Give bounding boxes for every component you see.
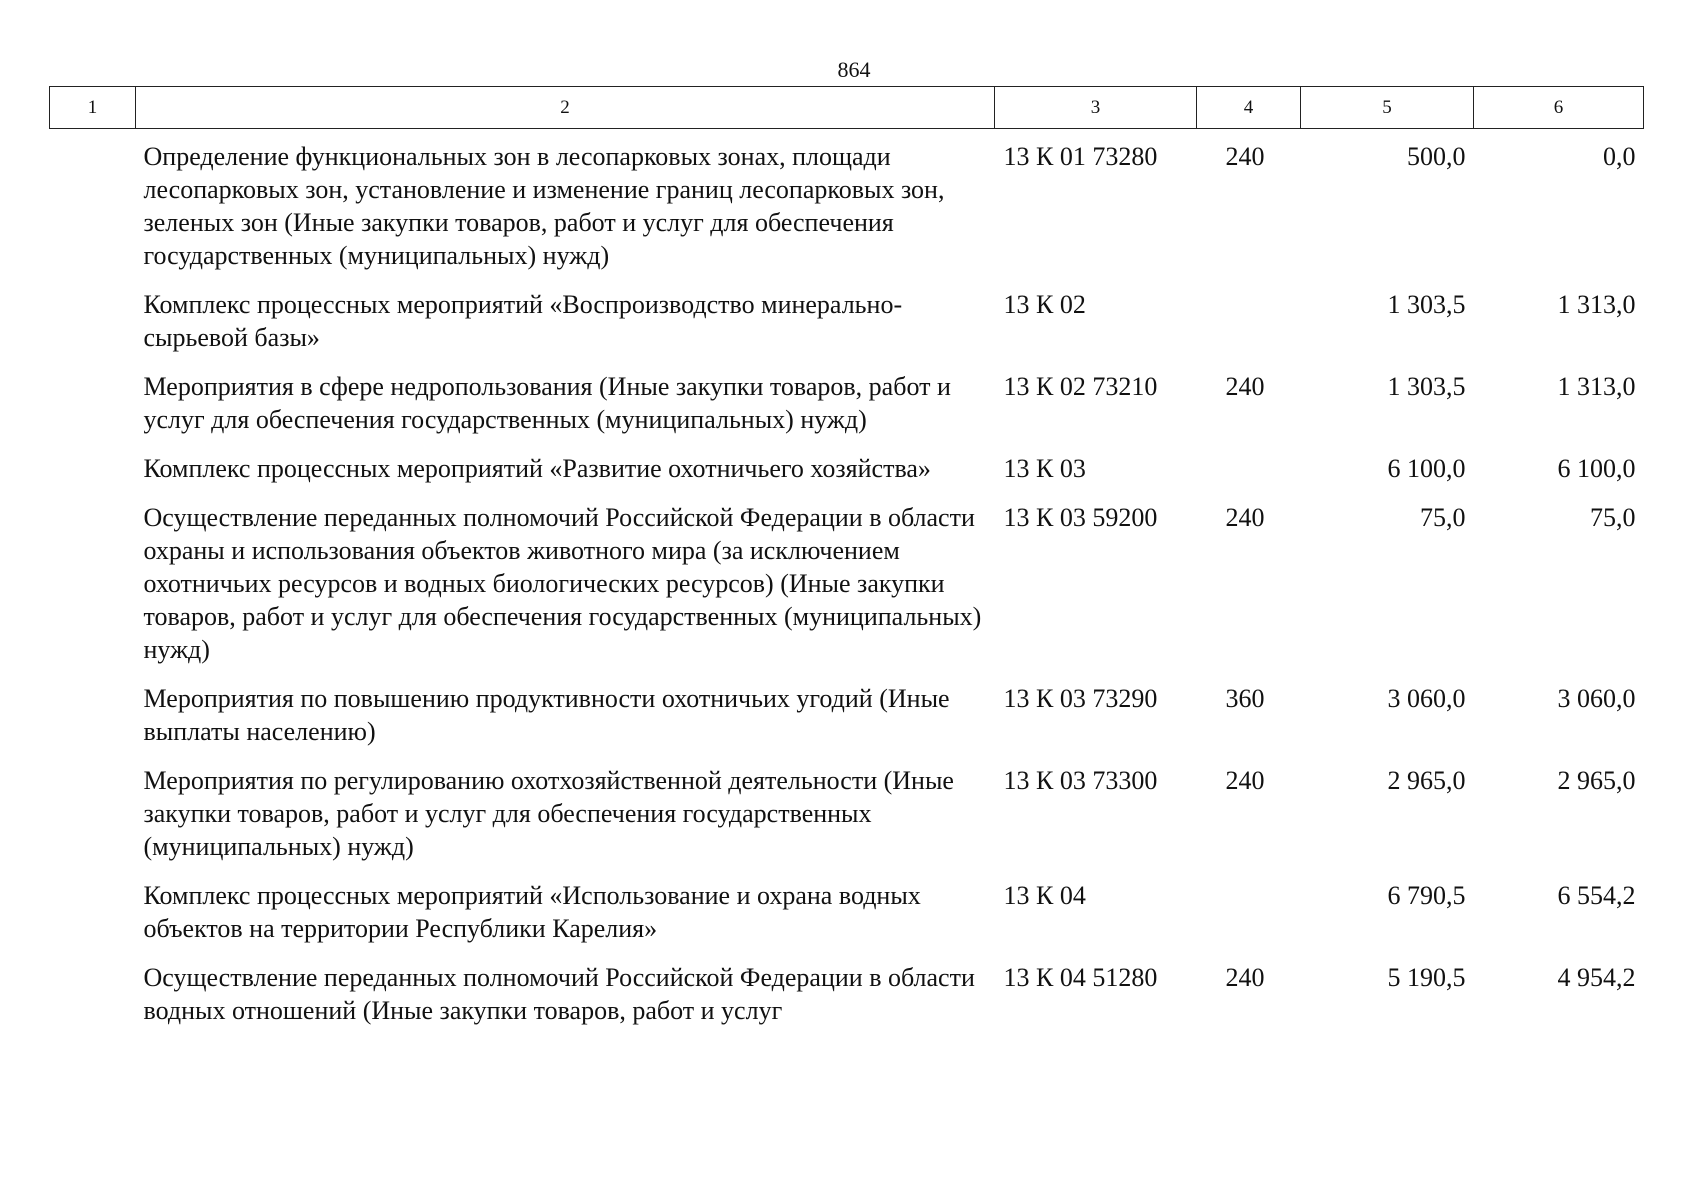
expense-name: Комплекс процессных мероприятий «Развитие охотничьего хозяйства» (143, 454, 931, 483)
expense-type: 240 (1225, 142, 1265, 171)
amount-column-5: 500,0 (1407, 142, 1466, 171)
target-code: 13 К 03 73290 (1003, 684, 1158, 713)
amount-column-6: 6 100,0 (1557, 454, 1636, 483)
target-code: 13 К 01 73280 (1003, 142, 1158, 171)
expense-name: Мероприятия по регулированию охотхозяйственной деятельности (Иные закупки товаров, работ и услуг для обеспечения государственных (муниципальных) нужд) (143, 766, 954, 861)
expense-name: Комплекс процессных мероприятий «Воспроизводство минерально-сырьевой базы» (143, 290, 903, 352)
expense-name: Мероприятия по повышению продуктивности охотничьих угодий (Иные выплаты населению) (143, 684, 950, 746)
amount-column-6: 3 060,0 (1557, 684, 1636, 713)
row-index-cell (50, 764, 136, 879)
table-body (50, 129, 1644, 1044)
target-code: 13 К 03 (1003, 454, 1086, 483)
expense-name: Определение функциональных зон в лесопарковых зонах, площади лесопарковых зон, установление и изменение границ лесопарковых зон, зеленых зон (Иные закупки товаров, работ и услуг для обеспечения государственных (муниципальных) нужд) (143, 142, 945, 270)
row-index-cell (50, 682, 136, 764)
row-index-cell (50, 288, 136, 370)
amount-column-6: 0,0 (1603, 142, 1636, 171)
amount-column-6: 4 954,2 (1557, 963, 1636, 992)
page-number: 864 (837, 57, 871, 82)
expense-type: 240 (1225, 963, 1265, 992)
table-row (50, 370, 1644, 452)
amount-column-5: 5 190,5 (1387, 963, 1466, 992)
column-header-3: 3 (995, 87, 1197, 129)
table-row (50, 129, 1644, 289)
amount-column-5: 1 303,5 (1387, 372, 1466, 401)
table-row (50, 288, 1644, 370)
amount-column-5: 2 965,0 (1387, 766, 1466, 795)
column-header-1: 1 (50, 87, 136, 129)
row-index-cell (50, 961, 136, 1043)
table-row (50, 682, 1644, 764)
target-code: 13 К 04 51280 (1003, 963, 1158, 992)
expense-name: Мероприятия в сфере недропользования (Иные закупки товаров, работ и услуг для обеспечения государственных (муниципальных) нужд) (143, 372, 951, 434)
expense-type (1197, 288, 1301, 370)
amount-column-6: 1 313,0 (1557, 372, 1636, 401)
expense-name: Осуществление переданных полномочий Российской Федерации в области охраны и использования объектов животного мира (за исключением охотничьих ресурсов и водных биологических ресурсов) (Иные закупки товаров, работ и услуг для обеспечения государственных (муниципальных) нужд) (143, 503, 982, 664)
table-row (50, 452, 1644, 501)
amount-column-6: 75,0 (1590, 503, 1636, 532)
expense-type (1197, 879, 1301, 961)
expense-type: 240 (1225, 503, 1265, 532)
table-row (50, 961, 1644, 1043)
row-index-cell (50, 879, 136, 961)
target-code: 13 К 03 59200 (1003, 503, 1158, 532)
row-index-cell (50, 370, 136, 452)
header-row (50, 87, 1644, 129)
table-row (50, 501, 1644, 682)
amount-column-5: 3 060,0 (1387, 684, 1466, 713)
table-header (50, 87, 1644, 129)
amount-column-6: 2 965,0 (1557, 766, 1636, 795)
target-code: 13 К 03 73300 (1003, 766, 1158, 795)
row-index-cell (50, 501, 136, 682)
row-index-cell (50, 129, 136, 289)
amount-column-5: 6 100,0 (1387, 454, 1466, 483)
table-row (50, 879, 1644, 961)
column-header-2: 2 (136, 87, 995, 129)
row-index-cell (50, 452, 136, 501)
column-header-6: 6 (1474, 87, 1644, 129)
column-header-4: 4 (1197, 87, 1301, 129)
expense-type (1197, 452, 1301, 501)
expense-type: 360 (1225, 684, 1265, 713)
amount-column-5: 75,0 (1420, 503, 1466, 532)
expense-type: 240 (1225, 766, 1265, 795)
target-code: 13 К 02 (1003, 290, 1086, 319)
budget-table (49, 86, 1644, 1043)
target-code: 13 К 02 73210 (1003, 372, 1158, 401)
amount-column-5: 6 790,5 (1387, 881, 1466, 910)
expense-name: Осуществление переданных полномочий Российской Федерации в области водных отношений (Иные закупки товаров, работ и услуг (143, 963, 975, 1025)
target-code: 13 К 04 (1003, 881, 1086, 910)
amount-column-6: 6 554,2 (1557, 881, 1636, 910)
table-row (50, 764, 1644, 879)
expense-name: Комплекс процессных мероприятий «Использование и охрана водных объектов на территории Республики Карелия» (143, 881, 921, 943)
column-header-5: 5 (1301, 87, 1474, 129)
amount-column-6: 1 313,0 (1557, 290, 1636, 319)
amount-column-5: 1 303,5 (1387, 290, 1466, 319)
expense-type: 240 (1225, 372, 1265, 401)
